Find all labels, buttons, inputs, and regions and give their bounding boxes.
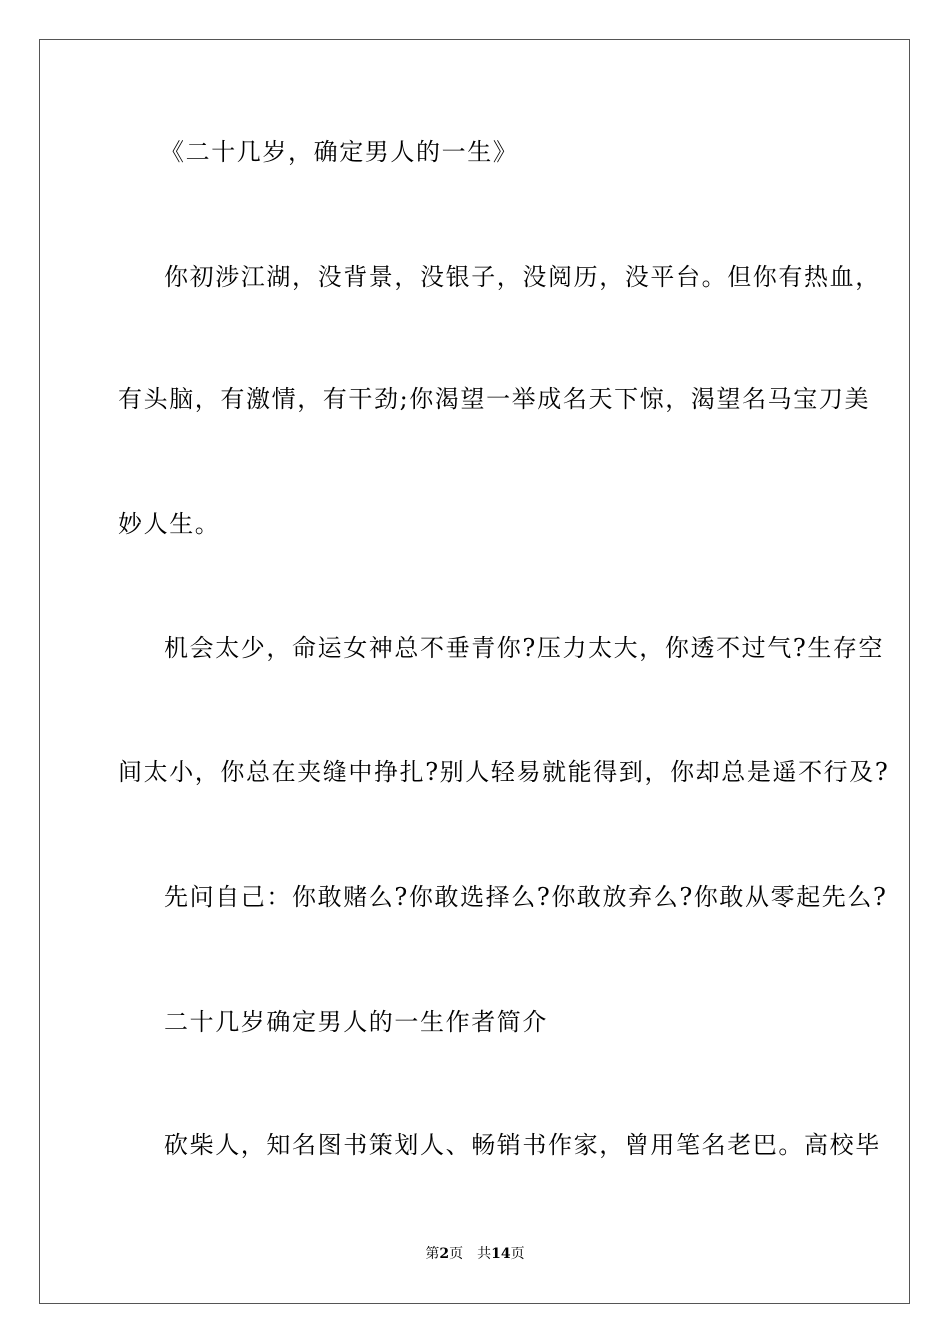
paragraph-line-1: 你初涉江湖，没背景，没银子，没阅历，没平台。但你有热血， — [164, 263, 881, 291]
page-footer — [0, 1244, 950, 1264]
footer-page-suffix: 页 — [449, 1246, 464, 1262]
paragraph-line-8: 砍柴人，知名图书策划人、畅销书作家，曾用笔名老巴。高校毕 — [164, 1131, 881, 1159]
paragraph-line-6: 先问自己：你敢赌么?你敢选择么?你敢放弃么?你敢从零起先么? — [164, 883, 888, 911]
footer-total-suffix: 页 — [510, 1246, 525, 1262]
paragraph-line-3: 妙人生。 — [118, 510, 221, 538]
document-title: 《二十几岁，确定男人的一生》 — [160, 138, 519, 166]
footer-page-number: 2 — [439, 1246, 450, 1262]
section-heading: 二十几岁确定男人的一生作者简介 — [164, 1008, 548, 1036]
footer-page-prefix: 第 — [425, 1246, 440, 1262]
footer-total-prefix: 共 — [477, 1246, 492, 1262]
footer-total-pages: 14 — [491, 1246, 511, 1262]
page-border — [39, 39, 910, 1304]
paragraph-line-4: 机会太少，命运女神总不垂青你?压力太大，你透不过气?生存空 — [164, 634, 885, 662]
paragraph-line-2: 有头脑，有激情，有干劲;你渴望一举成名天下惊，渴望名马宝刀美 — [118, 385, 871, 413]
paragraph-line-5: 间太小，你总在夹缝中挣扎?别人轻易就能得到，你却总是遥不行及? — [118, 758, 890, 786]
